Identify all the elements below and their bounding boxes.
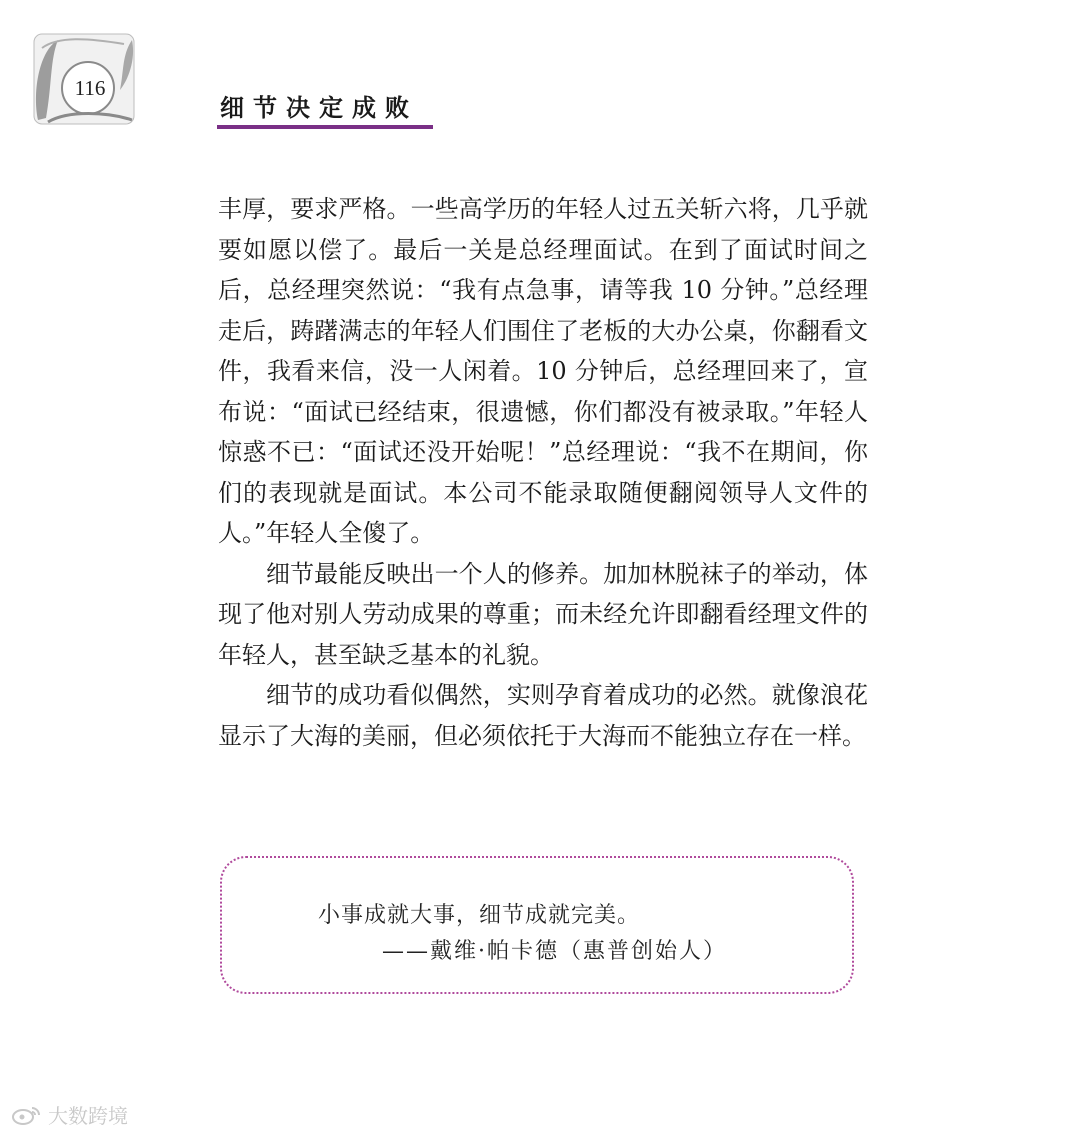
title-underline bbox=[217, 125, 433, 129]
watermark-text: 大数跨境 bbox=[48, 1104, 128, 1128]
weibo-logo-icon bbox=[12, 1104, 42, 1126]
quote-author: ——戴维·帕卡德（惠普创始人） bbox=[382, 939, 727, 964]
book-title: 细节决定成败 bbox=[220, 93, 418, 122]
body-text bbox=[218, 189, 868, 756]
paragraph-3: 细节的成功看似偶然，实则孕育着成功的必然。就像浪花显示了大海的美丽，但必须依托于大海而不能独立存在一样。 bbox=[218, 681, 868, 750]
paragraph-2: 细节最能反映出一个人的修养。加加林脱袜子的举动，体现了他对别人劳动成果的尊重；而未经允许即翻看经理文件的年轻人，甚至缺乏基本的礼貌。 bbox=[218, 559, 868, 669]
paragraph-1: 丰厚，要求严格。一些高学历的年轻人过五关斩六将，几乎就要如愿以偿了。最后一关是总经理面试。在到了面试时间之后，总经理突然说：“我有点急事，请等我 10 分钟。”总经理走后，踌躇满志的年轻人们围住了老板的大办公桌，你翻看文件，我看来信，没一人闲着。10 分钟后，总经理回来了，宣布说：“面试已经结束，很遗憾，你们都没有被录取。”年轻人惊惑不已：“面试还没开始呢！”总经理说：“我不在期间，你们的表现就是面试。本公司不能录取随便翻阅领导人文件的人。”年轻人全傻了。 bbox=[218, 195, 868, 547]
quote-text: 小事成就大事，细节成就完美。 bbox=[318, 903, 641, 928]
page-number: 116 bbox=[74, 76, 106, 100]
quote-box bbox=[220, 856, 854, 994]
watermark bbox=[12, 1100, 128, 1129]
